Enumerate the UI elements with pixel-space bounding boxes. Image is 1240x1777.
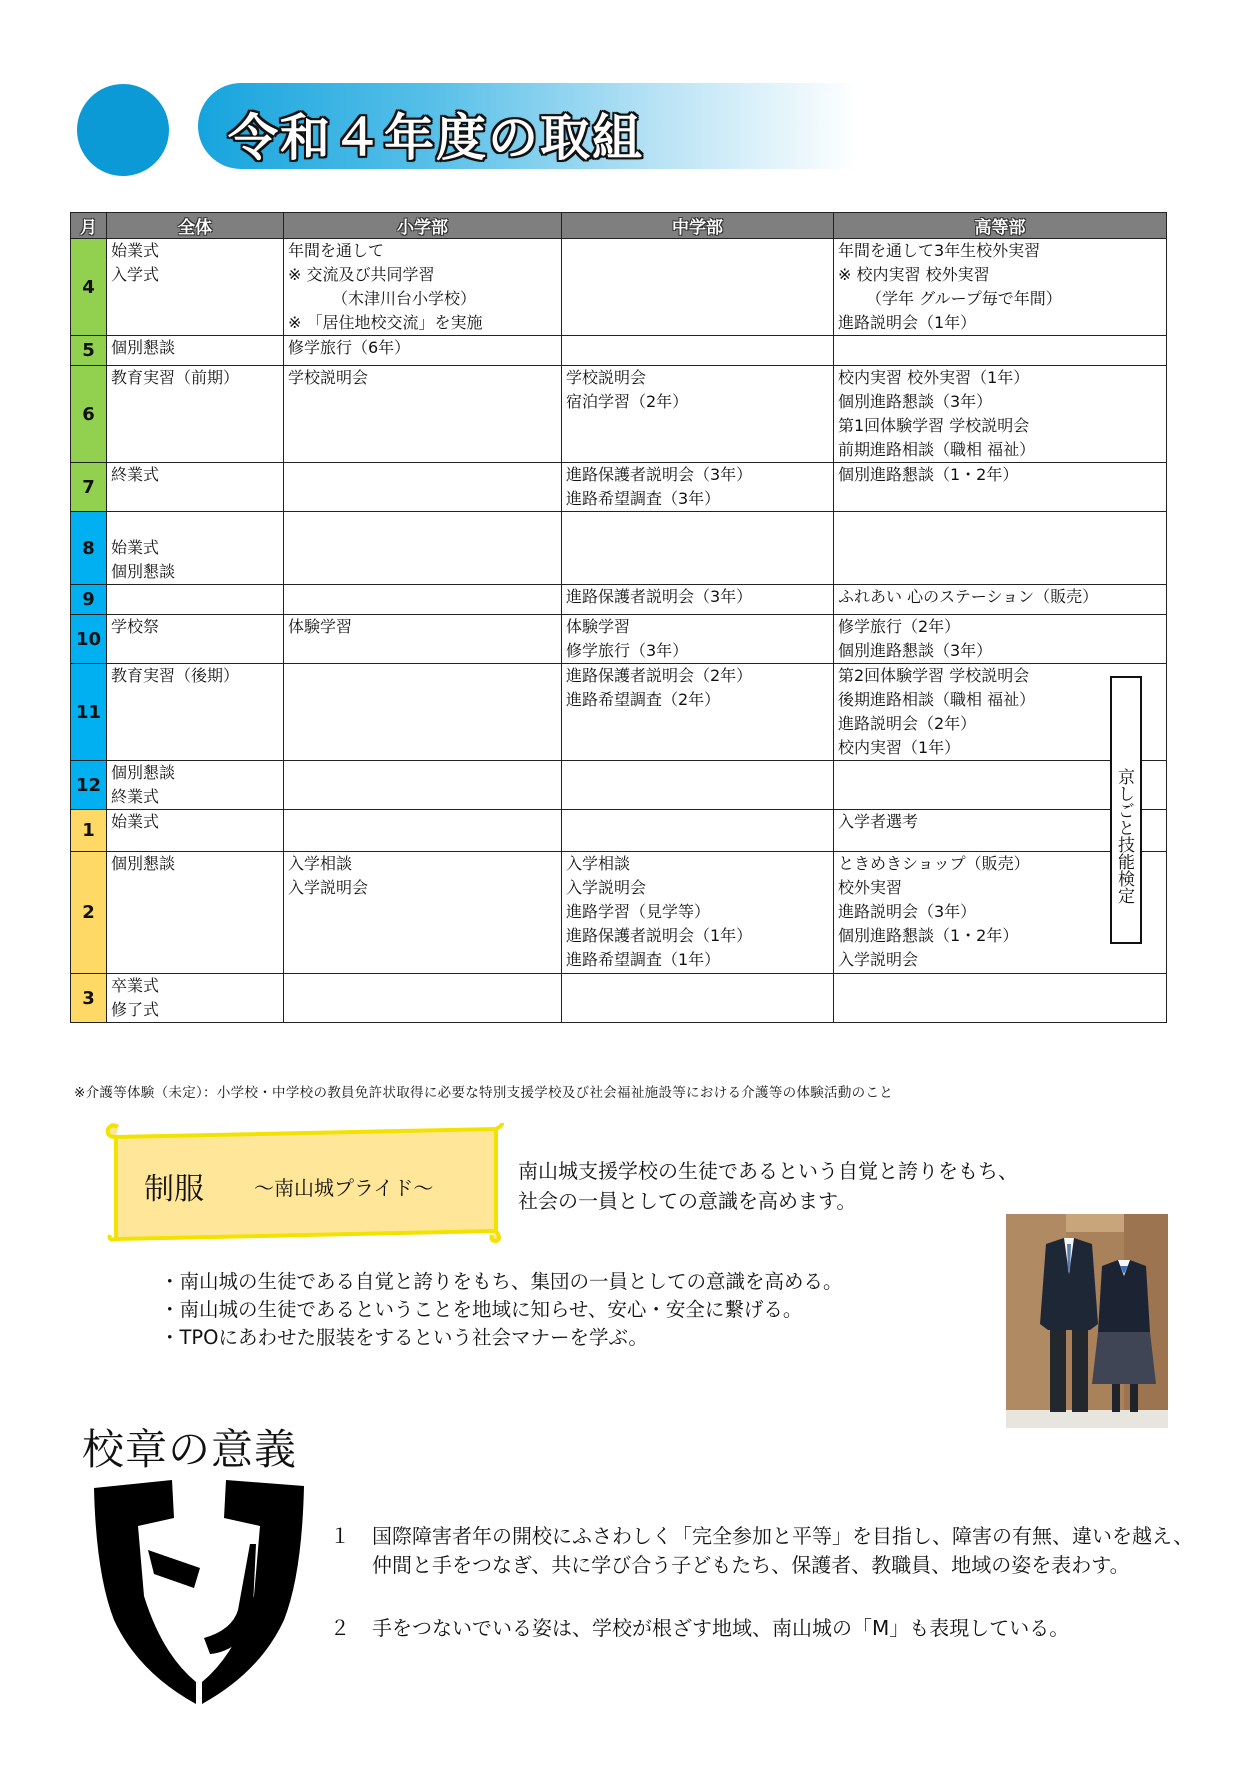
cell-line: 教育実習（後期） (111, 666, 240, 685)
month-cell: 8 (71, 512, 107, 585)
table-row (71, 810, 1167, 852)
cell-all (107, 585, 284, 615)
cell-mid (562, 239, 834, 336)
header-month: 月 (71, 213, 107, 239)
cell-line: 学校祭 (111, 617, 160, 636)
cell-line: 宿泊学習（2年） (566, 392, 689, 411)
cell-high (834, 615, 1167, 664)
table-row (71, 239, 1167, 336)
cell-line: 学校説明会 (566, 368, 647, 387)
cell-high (834, 512, 1167, 585)
cell-line: 修了式 (111, 1000, 160, 1019)
uniform-intro-line: 南山城支援学校の生徒であるという自覚と誇りをもち、 (518, 1159, 1018, 1183)
cell-elem (284, 810, 562, 852)
cell-elem (284, 463, 562, 512)
uniform-intro-line: 社会の一員としての意識を高めます。 (518, 1189, 857, 1213)
page-title: 令和４年度の取組 (228, 109, 644, 167)
list-item: ・ 南山城の生徒であるということを地域に知らせ、安心・安全に繋げる。 (160, 1296, 843, 1324)
cell-elem (284, 664, 562, 761)
cell-line: 個別進路懇談（3年） (838, 641, 993, 660)
cell-mid (562, 974, 834, 1023)
cell-line: ※ 校内実習 校外実習 (838, 265, 990, 284)
cell-all (107, 239, 284, 336)
cell-mid (562, 366, 834, 463)
uniform-bullets (160, 1268, 843, 1352)
cell-line: 終業式 (111, 787, 160, 806)
cell-all (107, 810, 284, 852)
cell-line: 修学旅行（2年） (838, 617, 961, 636)
cell-line: 入学説明会 (566, 878, 647, 897)
cell-line: 進路保護者説明会（3年） (566, 587, 753, 606)
cell-line: 進路希望調査（3年） (566, 489, 721, 508)
table-row (71, 974, 1167, 1023)
uniform-intro (518, 1156, 1018, 1216)
table-row (71, 852, 1167, 974)
cell-line: 入学式 (111, 265, 160, 284)
cell-line: 修学旅行（6年） (288, 338, 411, 357)
cell-mid (562, 852, 834, 974)
footnote: ※介護等体験（未定）：小学校・中学校の教員免許状取得に必要な特別支援学校及び社会福祉施設等における介護等の体験活動のこと (74, 1085, 894, 1101)
header-elementary: 小学部 (284, 213, 562, 239)
cell-line: ときめきショップ（販売） (838, 854, 1030, 873)
cell-line: 体験学習 (288, 617, 353, 636)
cell-high (834, 366, 1167, 463)
cell-elem (284, 239, 562, 336)
header-middle: 中学部 (562, 213, 834, 239)
cell-line: 入学相談 (288, 854, 353, 873)
cell-line: 第2回体験学習 学校説明会 (838, 666, 1030, 685)
cell-all (107, 974, 284, 1023)
cell-line: 校内実習（1年） (838, 738, 961, 757)
point-number: １ (330, 1524, 350, 1548)
cell-line: 始業式 (111, 241, 160, 260)
header-circle (77, 84, 169, 176)
kyoto-skill-test-label: 京しごと技能検定 (1110, 676, 1142, 944)
cell-all (107, 512, 284, 585)
cell-line: 入学者選考 (838, 812, 919, 831)
cell-elem (284, 336, 562, 366)
cell-line: 進路説明会（1年） (838, 313, 977, 332)
cell-line: 入学説明会 (288, 878, 369, 897)
cell-line: 進路説明会（2年） (838, 714, 977, 733)
cell-mid (562, 615, 834, 664)
uniform-title: 制服 (144, 1172, 204, 1207)
cell-line: 年間を通して3年生校外実習 (838, 241, 1041, 260)
cell-line: （学年 グループ毎で年間） (866, 289, 1062, 308)
cell-mid (562, 585, 834, 615)
uniform-photo (1006, 1214, 1168, 1428)
list-item (330, 1614, 1202, 1643)
cell-line: 進路保護者説明会（2年） (566, 666, 753, 685)
month-cell: 2 (71, 852, 107, 974)
cell-line: ※ 交流及び共同学習 (288, 265, 435, 284)
cell-high (834, 239, 1167, 336)
uniform-subtitle: ～南山城プライド～ (254, 1176, 434, 1200)
cell-line: 個別懇談 (111, 338, 176, 357)
emblem-heading: 校章の意義 (82, 1425, 298, 1474)
table-row (71, 615, 1167, 664)
cell-elem (284, 366, 562, 463)
cell-line: 年間を通して (288, 241, 385, 260)
cell-all (107, 852, 284, 974)
month-cell: 1 (71, 810, 107, 852)
cell-line: 個別懇談 (111, 854, 176, 873)
table-row (71, 585, 1167, 615)
cell-line: 個別進路懇談（1・2年） (838, 926, 1019, 945)
cell-line: 校外実習 (838, 878, 903, 897)
cell-line: ※ 「居住地校交流」を実施 (288, 313, 483, 332)
cell-all (107, 463, 284, 512)
table-row (71, 366, 1167, 463)
month-cell: 4 (71, 239, 107, 336)
cell-line: 進路希望調査（1年） (566, 950, 721, 969)
cell-line: 後期進路相談（職相 福祉） (838, 690, 1036, 709)
cell-line: 個別懇談 (111, 562, 176, 581)
cell-line: ふれあい 心のステーション（販売） (838, 587, 1099, 606)
cell-line: 修学旅行（3年） (566, 641, 689, 660)
cell-mid (562, 761, 834, 810)
cell-line: 個別進路懇談（1・2年） (838, 465, 1019, 484)
cell-elem (284, 761, 562, 810)
cell-high (834, 336, 1167, 366)
cell-mid (562, 664, 834, 761)
cell-high (834, 585, 1167, 615)
cell-line: 進路保護者説明会（3年） (566, 465, 753, 484)
cell-line: 教育実習（前期） (111, 368, 240, 387)
cell-elem (284, 974, 562, 1023)
month-cell: 6 (71, 366, 107, 463)
cell-line: 卒業式 (111, 976, 160, 995)
header-high: 高等部 (834, 213, 1167, 239)
month-cell: 12 (71, 761, 107, 810)
cell-mid (562, 512, 834, 585)
school-emblem-icon (92, 1478, 306, 1704)
table-row (71, 336, 1167, 366)
cell-high (834, 463, 1167, 512)
point-text: 国際障害者年の開校にふさわしく「完全参加と平等」を目指し、障害の有無、違いを越え、仲間と手をつなぎ、共に学び合う子どもたち、保護者、教職員、地域の姿を表わす。 (372, 1524, 1194, 1577)
cell-elem (284, 615, 562, 664)
cell-elem (284, 852, 562, 974)
month-cell: 9 (71, 585, 107, 615)
table-row (71, 664, 1167, 761)
cell-line: 学校説明会 (288, 368, 369, 387)
cell-line: 進路説明会（3年） (838, 902, 977, 921)
cell-high (834, 974, 1167, 1023)
header-all: 全体 (107, 213, 284, 239)
cell-all (107, 615, 284, 664)
month-cell: 11 (71, 664, 107, 761)
table-header-row (71, 213, 1167, 239)
list-item (330, 1522, 1202, 1580)
cell-line: 進路学習（見学等） (566, 902, 711, 921)
month-cell: 3 (71, 974, 107, 1023)
cell-elem (284, 512, 562, 585)
cell-line: 第1回体験学習 学校説明会 (838, 416, 1030, 435)
cell-all (107, 664, 284, 761)
cell-line: 始業式 (111, 812, 160, 831)
cell-all (107, 336, 284, 366)
point-text: 手をつないでいる姿は、学校が根ざす地域、南山城の「M」も表現している。 (372, 1616, 1070, 1640)
cell-line: 入学説明会 (838, 950, 919, 969)
month-cell: 10 (71, 615, 107, 664)
cell-elem (284, 585, 562, 615)
point-number: ２ (330, 1616, 350, 1640)
cell-all (107, 366, 284, 463)
month-cell: 7 (71, 463, 107, 512)
table-row (71, 761, 1167, 810)
cell-line: 進路保護者説明会（1年） (566, 926, 753, 945)
cell-line: 個別進路懇談（3年） (838, 392, 993, 411)
cell-all (107, 761, 284, 810)
cell-line: 終業式 (111, 465, 160, 484)
cell-line: 始業式 (111, 538, 160, 557)
emblem-meaning-list (330, 1522, 1202, 1677)
cell-line: （木津川台小学校） (332, 289, 477, 308)
cell-mid (562, 336, 834, 366)
cell-mid (562, 810, 834, 852)
table-row (71, 512, 1167, 585)
month-cell: 5 (71, 336, 107, 366)
schedule-table (70, 212, 1167, 1023)
list-item: ・ 南山城の生徒である自覚と誇りをもち、集団の一員としての意識を高める。 (160, 1268, 843, 1296)
cell-line: 体験学習 (566, 617, 631, 636)
cell-line: 個別懇談 (111, 763, 176, 782)
cell-line: 前期進路相談（職相 福祉） (838, 440, 1036, 459)
table-row (71, 463, 1167, 512)
list-item: ・ TPOにあわせた服装をするという社会マナーを学ぶ。 (160, 1324, 843, 1352)
cell-line: 進路希望調査（2年） (566, 690, 721, 709)
cell-mid (562, 463, 834, 512)
cell-line: 校内実習 校外実習（1年） (838, 368, 1030, 387)
cell-line: 入学相談 (566, 854, 631, 873)
